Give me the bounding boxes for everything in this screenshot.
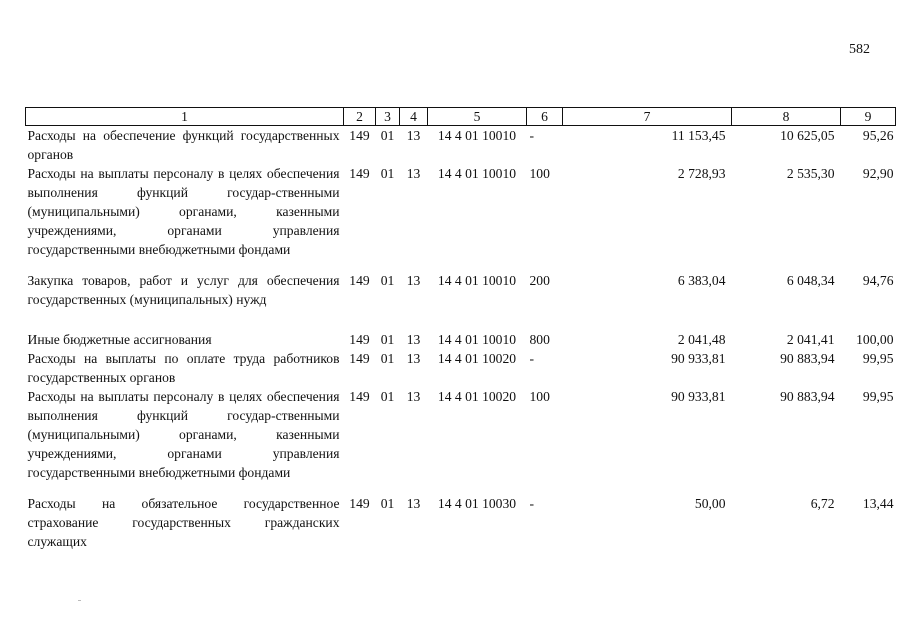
- row-ministry-code: 149: [349, 273, 370, 288]
- row-planned: 11 153,45: [671, 128, 726, 143]
- table-row: [26, 271, 896, 330]
- row-section-code: 01: [380, 332, 395, 347]
- row-planned: 90 933,81: [671, 351, 726, 366]
- header-row: [26, 108, 896, 126]
- row-executed: 2 535,30: [786, 166, 835, 181]
- row-subsection-code: 13: [406, 273, 421, 288]
- row-description: Расходы на обеспечение функций государственных органов: [27, 128, 340, 162]
- row-target-code: 14 4 01 10010: [437, 332, 517, 347]
- row-expense-type: 800: [529, 332, 550, 347]
- row-expense-type: -: [529, 128, 535, 143]
- row-percent: 94,76: [862, 273, 894, 288]
- row-section-code: 01: [380, 351, 395, 366]
- row-description: Закупка товаров, работ и услуг для обеспечения государственных (муниципальных) нужд: [27, 273, 340, 307]
- row-section-code: 01: [380, 389, 395, 404]
- row-expense-type: 200: [529, 273, 550, 288]
- row-target-code: 14 4 01 10010: [437, 128, 517, 143]
- table-row: [26, 126, 896, 165]
- row-executed: 2 041,41: [786, 332, 835, 347]
- table-row: [26, 349, 896, 387]
- row-planned: 90 933,81: [671, 389, 726, 404]
- row-description: Расходы на выплаты по оплате труда работников государственных органов: [27, 351, 340, 385]
- row-section-code: 01: [380, 166, 395, 181]
- row-percent: 92,90: [862, 166, 894, 181]
- row-planned: 50,00: [694, 496, 726, 511]
- row-subsection-code: 13: [406, 128, 421, 143]
- row-ministry-code: 149: [349, 332, 370, 347]
- row-target-code: 14 4 01 10020: [437, 389, 517, 404]
- row-percent: 13,44: [862, 496, 894, 511]
- row-subsection-code: 13: [406, 389, 421, 404]
- row-percent: 99,95: [862, 351, 894, 366]
- row-subsection-code: 13: [406, 166, 421, 181]
- row-planned: 2 041,48: [677, 332, 726, 347]
- row-section-code: 01: [380, 273, 395, 288]
- row-description: Расходы на выплаты персоналу в целях обеспечения выполнения функций государ-ственными (муниципальными) органами, казенными учреждениями, органами управления государственными внебюджетными фондами: [27, 389, 340, 480]
- row-description: Иные бюджетные ассигнования: [27, 332, 212, 347]
- column-header: 2: [344, 108, 376, 126]
- row-ministry-code: 149: [349, 496, 370, 511]
- row-subsection-code: 13: [406, 351, 421, 366]
- row-description: Расходы на выплаты персоналу в целях обеспечения выполнения функций государ-ственными (муниципальными) органами, казенными учреждениями, органами управления государственными внебюджетными фондами: [27, 166, 340, 257]
- column-header: 5: [428, 108, 527, 126]
- row-percent: 100,00: [856, 332, 894, 347]
- row-subsection-code: 13: [406, 496, 421, 511]
- row-executed: 10 625,05: [780, 128, 835, 143]
- column-header: 1: [26, 108, 344, 126]
- row-expense-type: 100: [529, 389, 550, 404]
- row-executed: 6,72: [810, 496, 835, 511]
- column-header: 7: [563, 108, 732, 126]
- row-expense-type: -: [529, 351, 535, 366]
- row-percent: 95,26: [862, 128, 894, 143]
- column-header: 4: [400, 108, 428, 126]
- row-ministry-code: 149: [349, 389, 370, 404]
- row-percent: 99,95: [862, 389, 894, 404]
- table-row: [26, 494, 896, 551]
- row-planned: 2 728,93: [677, 166, 726, 181]
- page-number: 582: [849, 42, 870, 57]
- column-header: 9: [841, 108, 896, 126]
- row-executed: 6 048,34: [786, 273, 835, 288]
- row-expense-type: 100: [529, 166, 550, 181]
- table-row: [26, 387, 896, 494]
- row-ministry-code: 149: [349, 166, 370, 181]
- column-header: 8: [732, 108, 841, 126]
- row-description: Расходы на обязательное государственное страхование государственных гражданских служащих: [27, 496, 340, 549]
- row-target-code: 14 4 01 10020: [437, 351, 517, 366]
- column-header: 6: [527, 108, 563, 126]
- row-executed: 90 883,94: [780, 351, 835, 366]
- row-subsection-code: 13: [406, 332, 421, 347]
- scan-speck: [78, 600, 81, 601]
- row-executed: 90 883,94: [780, 389, 835, 404]
- budget-table: [25, 107, 896, 551]
- row-ministry-code: 149: [349, 351, 370, 366]
- row-ministry-code: 149: [349, 128, 370, 143]
- table-row: [26, 164, 896, 271]
- row-expense-type: -: [529, 496, 535, 511]
- column-header: 3: [376, 108, 400, 126]
- row-target-code: 14 4 01 10010: [437, 273, 517, 288]
- row-target-code: 14 4 01 10010: [437, 166, 517, 181]
- row-planned: 6 383,04: [677, 273, 726, 288]
- row-section-code: 01: [380, 128, 395, 143]
- row-target-code: 14 4 01 10030: [437, 496, 517, 511]
- table-row: [26, 330, 896, 349]
- row-section-code: 01: [380, 496, 395, 511]
